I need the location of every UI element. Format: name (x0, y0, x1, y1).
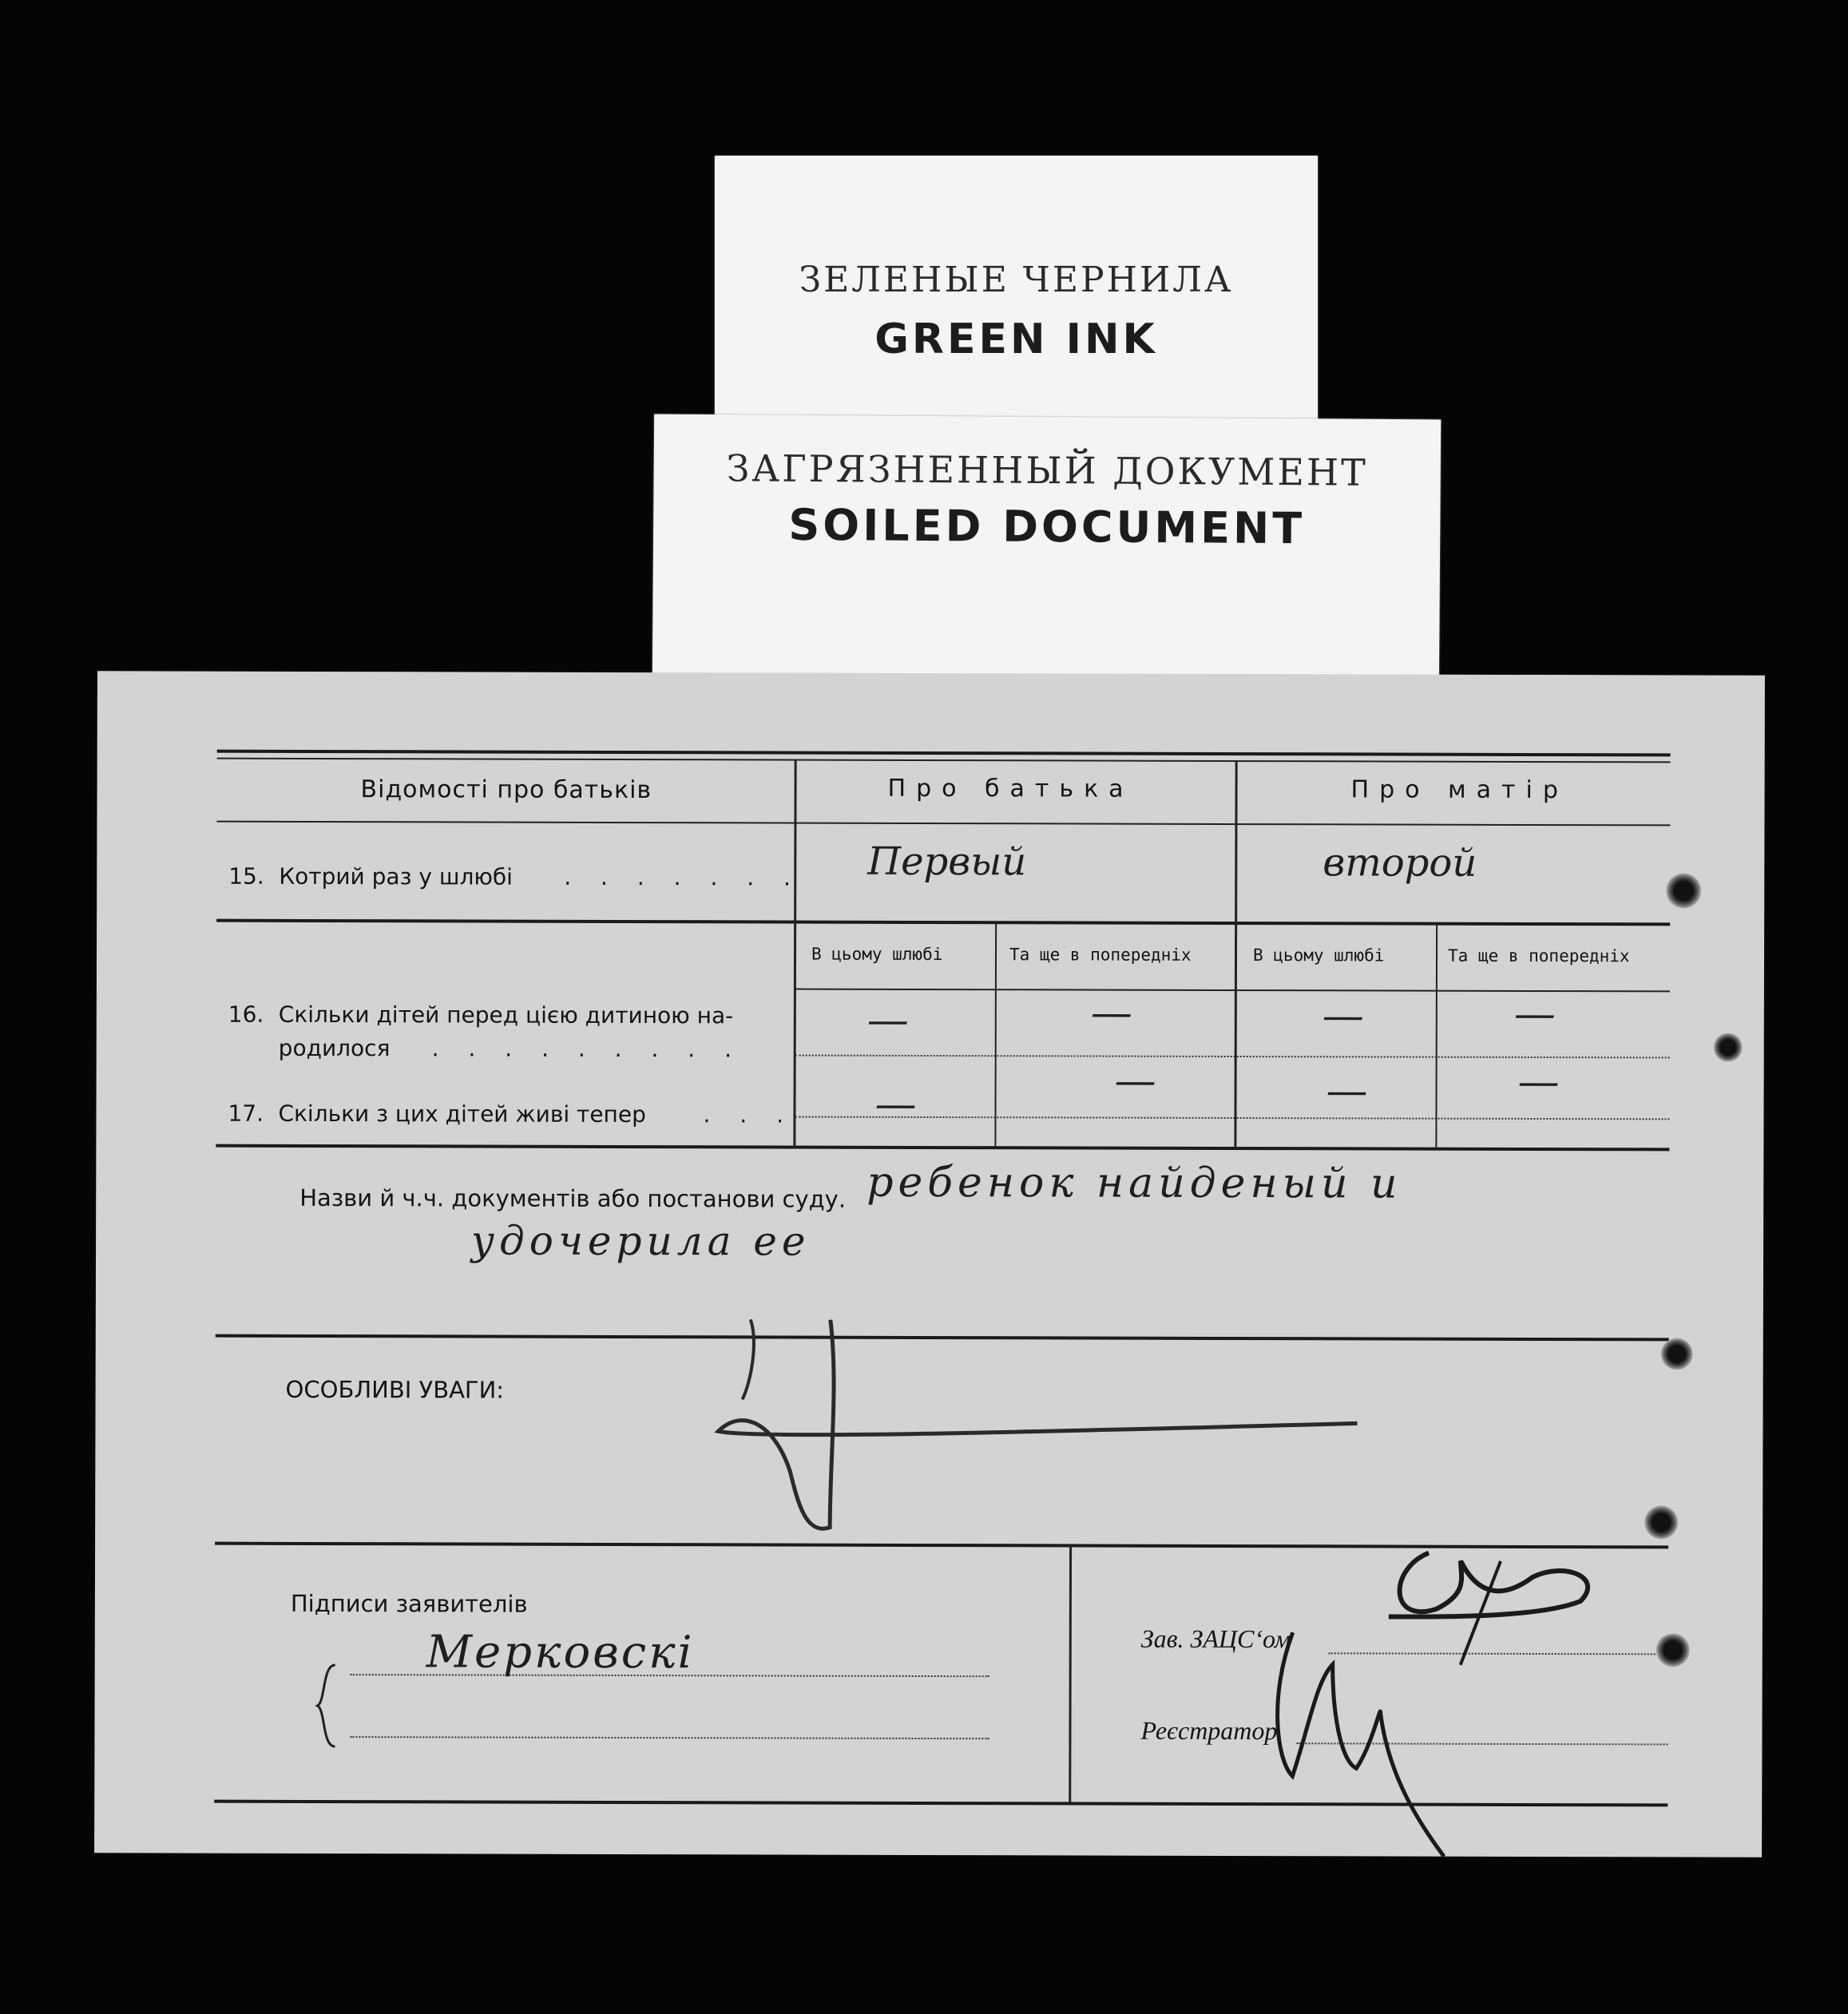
header-about-father: Про батька (887, 774, 1134, 803)
soiled-document-label-en: SOILED DOCUMENT (788, 499, 1306, 554)
row16-father-this-value: — (866, 996, 909, 1045)
subheader-father-previous: Та ще в попередніх (1009, 945, 1192, 965)
row15-number: 15. (228, 862, 264, 890)
row16-label-line1: Скільки дітей перед цією дитиною на- (278, 1001, 734, 1029)
remarks-cancel-stroke (710, 1311, 1366, 1552)
row15-mother-value: второй (1323, 840, 1477, 886)
row15-father-value: Первый (867, 839, 1027, 885)
mother-column-divider (1234, 760, 1237, 1147)
punch-hole (1666, 873, 1701, 908)
applicant-signature-line-2 (350, 1736, 989, 1739)
subheader-father-this-marriage: В цьому шлюбі (811, 944, 943, 965)
green-ink-label-en: GREEN INK (874, 315, 1158, 363)
father-column-divider (793, 759, 796, 1146)
row17-dotted-rule (795, 1116, 1669, 1120)
row16-number: 16. (228, 1001, 264, 1028)
row16-father-prev-value: — (1090, 989, 1132, 1037)
registry-form-sheet (94, 671, 1765, 1857)
table-top-rule-inner (217, 758, 1671, 763)
documents-label: Назви й ч.ч. документів або постанови суду. (299, 1183, 847, 1213)
remarks-label: ОСОБЛИВІ УВАГИ: (285, 1375, 505, 1404)
punch-hole (1644, 1505, 1678, 1539)
mother-subcolumn-divider (1435, 924, 1438, 1148)
header-bottom-rule (216, 821, 1670, 827)
soiled-document-label (652, 414, 1441, 693)
row17-mother-prev-value: — (1517, 1057, 1560, 1107)
row16-mother-prev-value: — (1513, 989, 1556, 1039)
row17-father-this-value: — (874, 1080, 917, 1128)
signature-brace-icon (314, 1662, 338, 1750)
subheader-mother-this-marriage: В цьому шлюбі (1252, 946, 1385, 965)
punch-hole (1714, 1033, 1743, 1062)
row17-number: 17. (228, 1100, 264, 1127)
signature-divider (1069, 1545, 1072, 1802)
head-zags-label: Зав. ЗАЦС‘ом (1140, 1623, 1291, 1654)
header-about-mother: Про матір (1350, 775, 1568, 805)
applicants-signatures-label: Підписи заявителів (290, 1589, 528, 1618)
row17-label: Скільки з цих дітей живі тепер (278, 1100, 646, 1128)
father-subcolumn-divider (994, 922, 997, 1146)
subheader-mother-previous: Та ще в попередніх (1447, 946, 1630, 966)
header-parents-info: Відомості про батьків (360, 775, 652, 805)
registrar-label: Реєстратор (1140, 1715, 1278, 1746)
punch-hole (1656, 1633, 1690, 1667)
row15-label: Котрий раз у шлюбі (279, 862, 514, 890)
row17-dots: . . . (703, 1101, 795, 1128)
documents-value-line2: удочерила ее (470, 1217, 811, 1265)
row17-father-prev-value: — (1114, 1057, 1156, 1105)
green-ink-label (715, 156, 1318, 419)
table-top-rule (217, 750, 1671, 757)
soiled-document-label-ru: ЗАГРЯЗНЕННЫЙ ДОКУМЕНТ (726, 446, 1368, 494)
registrar-handwritten-signature (1260, 1616, 1469, 1865)
row16-mother-this-value: — (1322, 992, 1364, 1041)
green-ink-label-ru: ЗЕЛЕНЫЕ ЧЕРНИЛА (799, 260, 1234, 300)
documents-value-line1: ребенок найденый и (866, 1158, 1402, 1208)
table-bottom-rule (216, 1144, 1669, 1152)
row16-label-line2: родилося (278, 1034, 391, 1062)
row15-dots: . . . . . . . (564, 863, 803, 891)
row17-mother-this-value: — (1326, 1067, 1368, 1116)
punch-hole (1661, 1338, 1693, 1370)
applicant-signature: Мерковскі (426, 1626, 695, 1679)
row15-bottom-rule (216, 919, 1670, 926)
row16-dots: . . . . . . . . . (431, 1035, 744, 1063)
